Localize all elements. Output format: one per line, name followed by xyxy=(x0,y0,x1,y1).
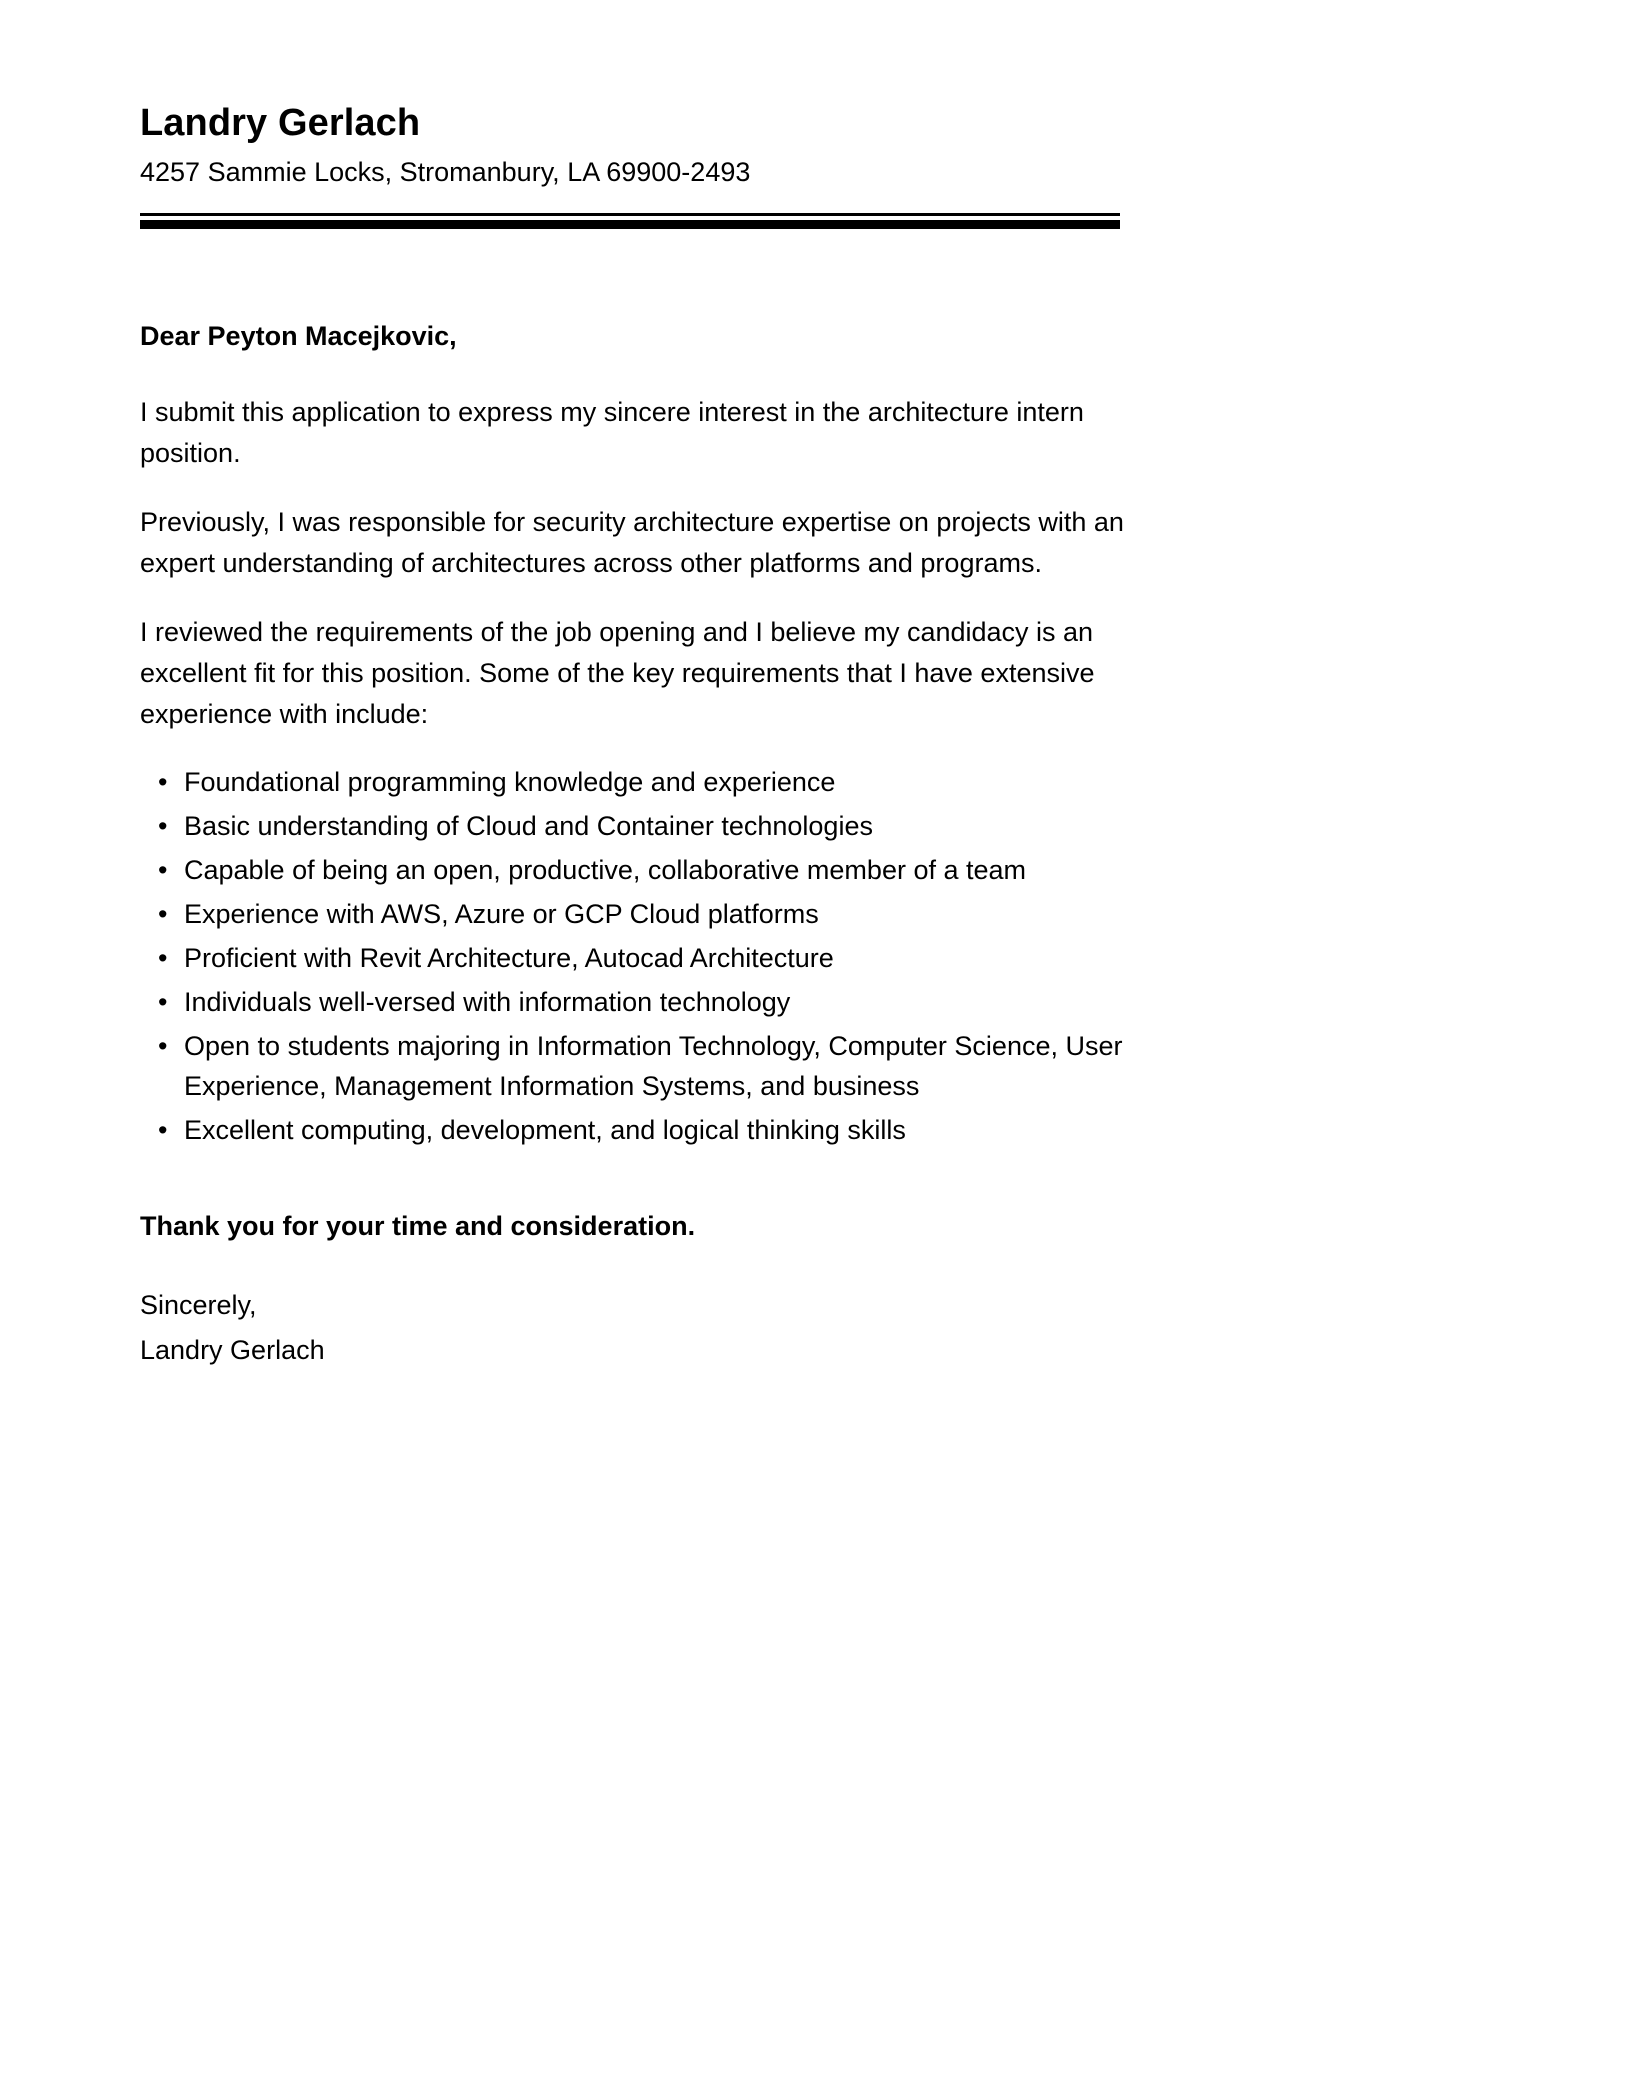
requirement-text: Foundational programming knowledge and experience xyxy=(184,767,836,798)
bullet-dot-icon: • xyxy=(158,811,168,842)
bullet-dot-icon: • xyxy=(158,943,168,974)
letter-body xyxy=(140,229,1140,1370)
body-paragraph-2: Previously, I was responsible for security architecture expertise on projects with an expert understanding of architectures across other platforms and programs. xyxy=(140,507,1124,579)
requirement-item xyxy=(140,1111,1140,1151)
divider-thick-rule xyxy=(140,220,1120,229)
bullet-dot-icon: • xyxy=(158,1115,168,1146)
closing-thanks: Thank you for your time and consideration. xyxy=(140,1211,696,1242)
sender-name: Landry Gerlach xyxy=(140,102,421,144)
bullet-dot-icon: • xyxy=(158,1031,168,1062)
letter-content xyxy=(140,0,1480,1370)
sign-off: Sincerely, xyxy=(140,1290,257,1321)
requirement-text: Basic understanding of Cloud and Container technologies xyxy=(184,811,873,842)
sender-address: 4257 Sammie Locks, Stromanbury, LA 69900-2493 xyxy=(140,157,751,188)
requirements-list xyxy=(140,763,1140,1151)
signature-name: Landry Gerlach xyxy=(140,1335,325,1366)
requirement-item xyxy=(140,763,1140,803)
bullet-dot-icon: • xyxy=(158,899,168,930)
requirement-text: Individuals well-versed with information technology xyxy=(184,987,791,1018)
body-paragraph-1: I submit this application to express my sincere interest in the architecture intern position. xyxy=(140,397,1084,469)
letter-header xyxy=(140,0,1480,229)
bullet-dot-icon: • xyxy=(158,855,168,886)
requirement-item xyxy=(140,1027,1140,1107)
requirement-item xyxy=(140,939,1140,979)
salutation: Dear Peyton Macejkovic, xyxy=(140,321,457,352)
header-divider xyxy=(140,213,1120,229)
requirement-text: Capable of being an open, productive, collaborative member of a team xyxy=(184,855,1027,886)
bullet-dot-icon: • xyxy=(158,987,168,1018)
bullet-dot-icon: • xyxy=(158,767,168,798)
requirement-item xyxy=(140,895,1140,935)
requirement-text: Proficient with Revit Architecture, Autocad Architecture xyxy=(184,943,834,974)
body-paragraph-3: I reviewed the requirements of the job opening and I believe my candidacy is an excellent fit for this position. Some of the key requirements that I have extensive experience with include: xyxy=(140,617,1095,730)
requirement-item xyxy=(140,983,1140,1023)
requirement-text: Excellent computing, development, and logical thinking skills xyxy=(184,1115,906,1146)
requirement-item xyxy=(140,807,1140,847)
requirement-text: Experience with AWS, Azure or GCP Cloud platforms xyxy=(184,899,819,930)
requirement-text: Open to students majoring in Information Technology, Computer Science, User Experience, Management Information Systems, and business xyxy=(184,1031,1123,1102)
requirement-item xyxy=(140,851,1140,891)
